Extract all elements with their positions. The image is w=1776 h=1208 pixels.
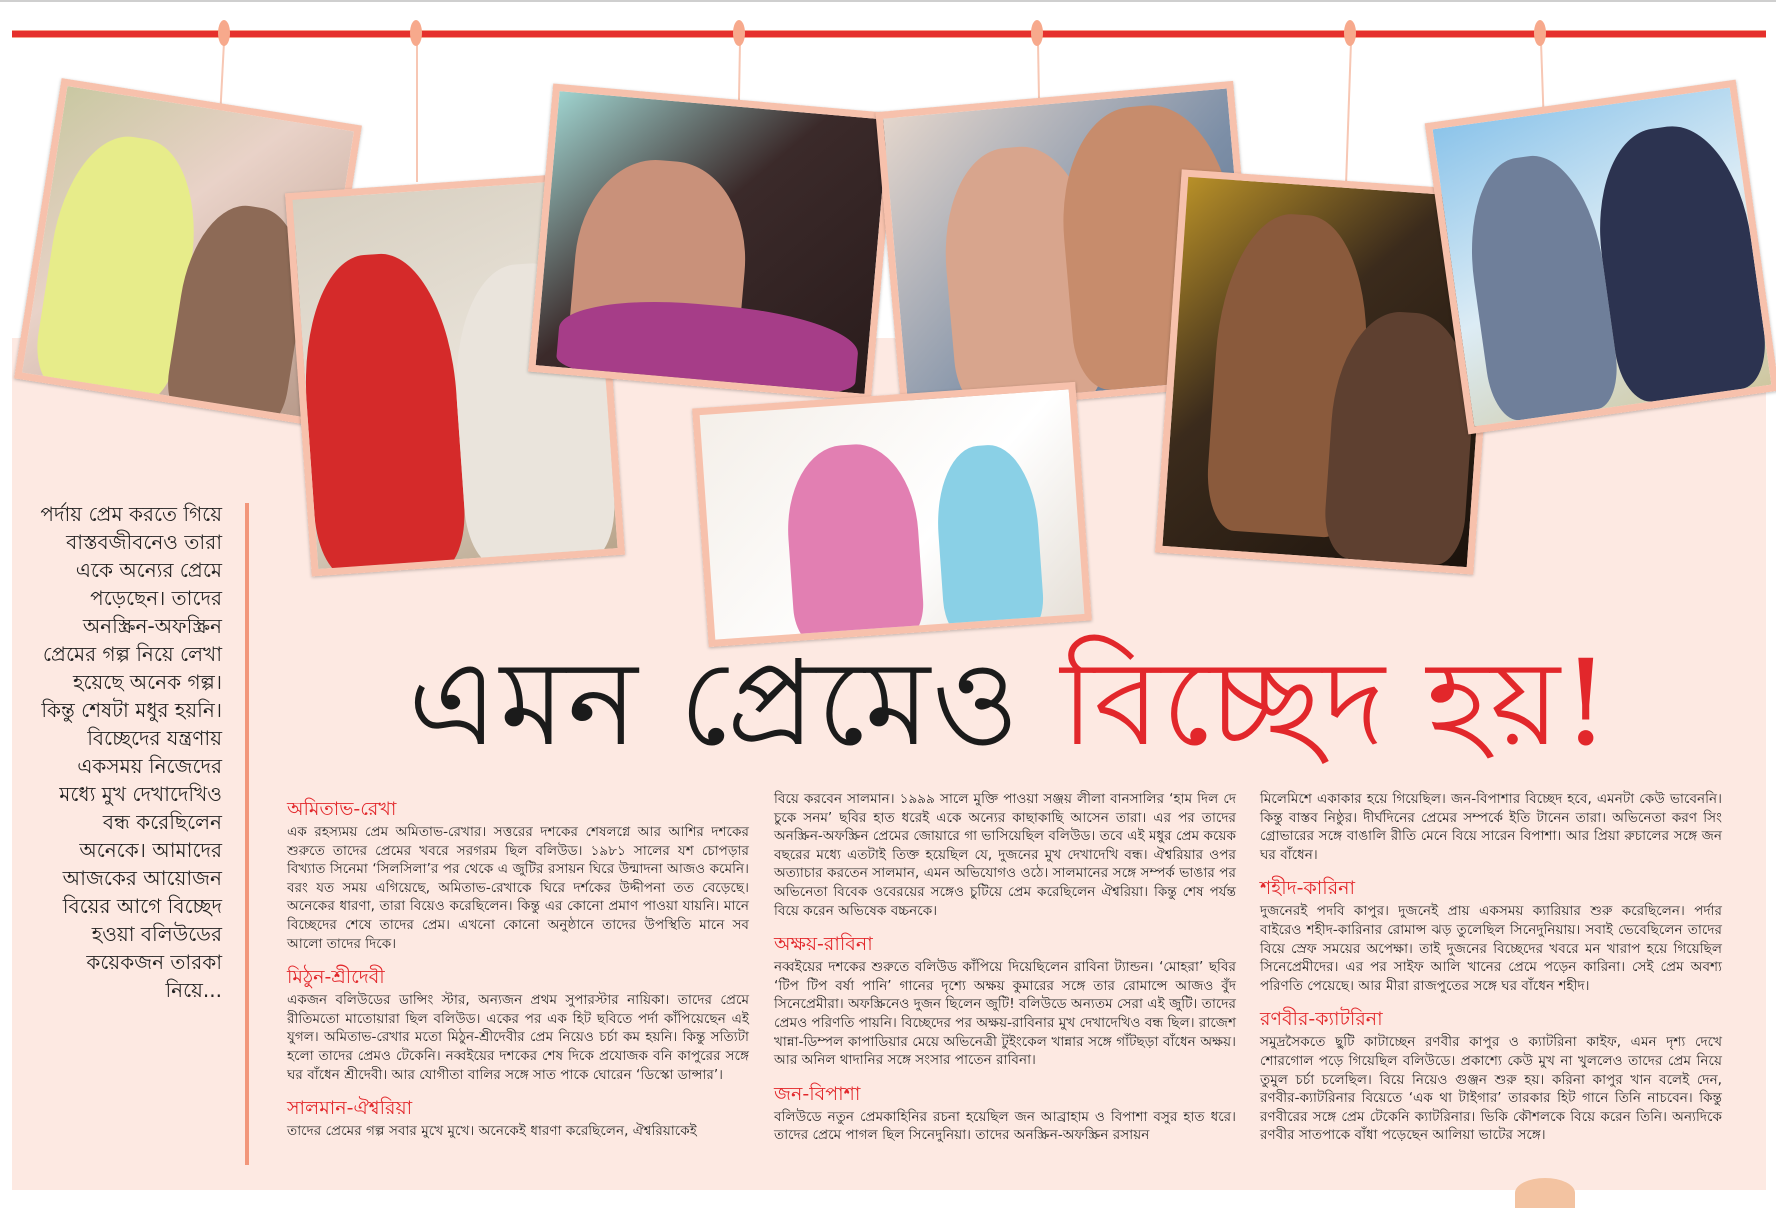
article-column-2 [774,790,1236,1157]
pin-icon [1344,20,1356,46]
hand-image [1515,1178,1575,1208]
section-body: এক রহস্যময় প্রেম অমিতাভ-রেখার। সত্তরের দশকের শেষলগ্নে আর আশির দশকের শুরুতে তাদের প্রেমের খবরে সরগরম ছিল বলিউড। ১৯৮১ সালের যশ চোপড়ার বিখ্যাত সিনেমা ‘সিলসিলা’র পর থেকে এ জুটির রসায়ন ঘিরে উন্মাদনা আজও কমেনি। বরং যত সময় এগিয়েছে, অমিতাভ-রেখাকে ঘিরে দর্শকের উদ্দীপনা তত বেড়েছে। অনেকের ধারণা, তারা বিয়েও করেছিলেন। কিন্তু এর কোনো প্রমাণ পাওয়া যায়নি। মানে বিচ্ছেদের শেষে তাদের প্রেম। এখনো কোনো অনুষ্ঠানে তাদের উপস্থিতি মানে সব আলো তাদের দিকে। [287,824,749,952]
section-title: রণবীর-ক্যাটরিনা [1260,1008,1383,1031]
section-body: বিয়ে করবেন সালমান। ১৯৯৯ সালে মুক্তি পাওয়া সঞ্জয় লীলা বানসালির ‘হাম দিল দে চুকে সনম’ ছবির হাত ধরেই একে অন্যের কাছাকাছি আসেন তারা। এর পর তাদের অনস্ক্রিন-অফস্ক্রিন প্রেমের জোয়ারে গা ভাসিয়েছিল বলিউড। তবে এই মধুর প্রেম কয়েক বছরের মধ্যে এতটাই তিক্ত হয়েছিল যে, দুজনের মুখ দেখাদেখি বন্ধ। ঐশ্বরিয়ার ওপর অত্যাচার করতেন সালমান, এমন অভিযোগও ওঠে। সালমানের সঙ্গে সম্পর্ক ভাঙার পর অভিনেতা বিবেক ওবেরয়ের সঙ্গেও চুটিয়ে প্রেম করেছিলেন ঐশ্বরিয়া। কিন্তু শেষ পর্যন্ত বিয়ে করেন অভিষেক বচ্চনকে। [774,791,1236,919]
hanging-string [1037,42,1040,102]
section-title: শহীদ-কারিনা [1260,877,1356,900]
photo-salman-aishwarya [528,84,896,402]
section-body: মিলেমিশে একাকার হয়ে গিয়েছিল। জন-বিপাশার বিচ্ছেদ হবে, এমনটা কেউ ভাবেননি। কিন্তু বাস্তব নিষ্ঠুর। দীর্ঘদিনের প্রেমের সম্পর্কে ইতি টানেন তারা। অভিনেতা করণ সিং গ্রোভারের সঙ্গে বাঙালি রীতি মেনে বিয়ে সারেন বিপাশা। আর প্রিয়া রুচালের সঙ্গে জন ঘর বাঁধেন। [1260,791,1722,863]
section-title: অমিতাভ-রেখা [287,798,397,820]
hanging-string [416,42,418,182]
pin-icon [1534,20,1546,46]
article-column-1 [287,797,749,1153]
hanging-string [1540,42,1544,112]
section-title: জন-বিপাশা [774,1082,861,1105]
section-body: নব্বইয়ের দশকের শুরুতে বলিউড কাঁপিয়ে দিয়েছিলেন রাবিনা ট্যান্ডন। ‘মোহরা’ ছবির ‘টিপ টিপ বর্ষা পানি’ গানের দৃশ্যে অক্ষয় কুমারের সঙ্গে তার রোমান্সে আজও বুঁদ সিনেপ্রেমীরা। অফস্ক্রিনেও দুজন ছিলেন জুটি! বলিউডে অন্যতম সেরা এই জুটি। তাদের প্রেমও পরিণতি পায়নি। বিচ্ছেদের পর অক্ষয়-রাবিনার মুখ দেখাদেখিও বন্ধ ছিল। রাজেশ খান্না-ডিম্পল কাপাডিয়ার মেয়ে অভিনেত্রী টুইংকেল খান্নার সঙ্গে গাঁটছড়া বাঁধেন অক্ষয়। আর অনিল থাদানির সঙ্গে সংসার পাতেন রাবিনা। [774,959,1237,1069]
section-body: দুজনেরই পদবি কাপুর। দুজনেই প্রায় একসময় ক্যারিয়ার শুরু করেছিলেন। পর্দার বাইরেও শহীদ-কারিনার রোমান্স ঝড় তুলেছিল সিনেদুনিয়ায়। সবাই ভেবেছিলেন তাদের বিয়ে স্রেফ সময়ের অপেক্ষা। তাই দুজনের বিচ্ছেদের খবরে মন খারাপ হয়ে গিয়েছিল সিনেপ্রেমীদের। এর পর সাইফ আলি খানের প্রেমে পড়েন কারিনা। সেই প্রেম অবশ্য পরিণতি পেয়েছে। আর মীরা রাজপুতের সঙ্গে ঘর বাঁধেন শহীদ। [1260,903,1722,994]
pin-icon [1031,20,1043,46]
photo-shahid-kareena [1425,80,1776,435]
article-column-3 [1260,790,1722,1157]
section-title: মিঠুন-শ্রীদেবী [287,966,385,989]
pin-icon [410,20,422,46]
pin-icon [733,20,745,46]
photo-ranbir-katrina [692,382,1092,647]
headline [408,628,1611,778]
column-divider [245,503,249,1165]
hanging-string [1345,42,1352,182]
section-body: সমুদ্রসৈকতে ছুটি কাটাচ্ছেন রণবীর কাপুর ও ক্যাটরিনা কাইফ, এমন দৃশ্য দেখে শোরগোল পড়ে গিয়েছিল বলিউডে। প্রকাশ্যে কেউ মুখ না খুললেও তাদের প্রেম নিয়ে তুমুল চর্চা চলেছিল। বিয়ে নিয়েও গুঞ্জন শুরু হয়। করিনা কাপুর খান বলেই দেন, রণবীর-ক্যাটরিনার বিয়েতে ‘এক থা টাইগার’ তারকার হিট গানে তিনি নাচবেন। কিন্তু রণবীরের সঙ্গে প্রেম টেকেনি ক্যাটরিনার। ভিকি কৌশলকে বিয়ে করেন তিনি। অন্যদিকে রণবীর সাতপাকে বাঁধা পড়েছেন আলিয়া ভাটের সঙ্গে। [1260,1034,1722,1144]
section-body: তাদের প্রেমের গল্প সবার মুখে মুখে। অনেকেই ধারণা করেছিলেন, ঐশ্বরিয়াকেই [287,1123,697,1140]
intro-text: পর্দায় প্রেম করতে গিয়ে বাস্তবজীবনেও তারা একে অন্যের প্রেমে পড়েছেন। তাদের অনস্ক্রিন-অফস্ক্রিন প্রেমের গল্প নিয়ে লেখা হয়েছে অনেক গল্প। কিন্তু শেষটা মধুর হয়নি। বিচ্ছেদের যন্ত্রণায় একসময় নিজেদের মধ্যে মুখ দেখাদেখিও বন্ধ করেছিলেন অনেকে। আমাদের আজকের আয়োজন বিয়ের আগে বিচ্ছেদ হওয়া বলিউডের কয়েকজন তারকা নিয়ে... [40,502,222,1002]
top-border [0,0,1776,2]
section-body: বলিউডে নতুন প্রেমকাহিনির রচনা হয়েছিল জন আব্রাহাম ও বিপাশা বসুর হাত ধরে। তাদের প্রেমে পাগল ছিল সিনেদুনিয়া। তাদের অনস্ক্রিন-অফস্ক্রিন রসায়ন [774,1108,1236,1144]
hanging-rail [12,30,1766,38]
section-body: একজন বলিউডের ডান্সিং স্টার, অন্যজন প্রথম সুপারস্টার নায়িকা। তাদের প্রেমে রীতিমতো মাতোয়ারা ছিল বলিউড। একের পর এক হিট ছবিতে পর্দা কাঁপিয়েছেন এই যুগল। অমিতাভ-রেখার মতো মিঠুন-শ্রীদেবীর প্রেম নিয়েও চর্চা কম হয়নি। কিন্তু সত্যিটা হলো তাদের প্রেমও টেকেনি। নব্বইয়ের দশকের শেষ দিকে প্রযোজক বনি কাপুরের সঙ্গে ঘর বাঁধেন শ্রীদেবী। আর যোগীতা বালির সঙ্গে সাত পাকে ঘোরেন ‘ডিস্কো ডান্সার’। [287,992,749,1083]
pin-icon [218,20,230,46]
headline-part2: বিচ্ছেদ হয়! [1060,634,1612,772]
headline-part1: এমন প্রেমেও [408,634,1021,772]
hanging-string [738,42,741,102]
section-title: অক্ষয়-রাবিনা [774,933,873,956]
section-title: সালমান-ঐশ্বরিয়া [287,1097,413,1120]
